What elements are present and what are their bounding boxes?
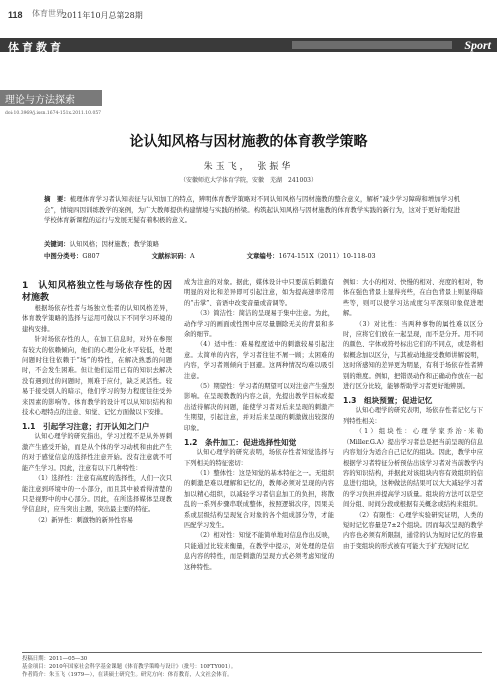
article-authors: 朱玉飞， 张振华 bbox=[203, 162, 294, 172]
footnote-received: 投稿日期：2011—05—30 bbox=[22, 656, 88, 662]
section-heading-1: 1 认知风格独立性与场依存性的因材施教 bbox=[22, 281, 172, 303]
author-affiliation: （安徽师范大学体育学院，安徽 芜湖 241003） bbox=[180, 177, 317, 184]
subsection-heading-1-2: 1.2 条件加工：促进选择性知觉 bbox=[184, 438, 297, 448]
paragraph: （1）选择性：注意有高度的选择性，人们一次只能注意到环境中的一小部分，而且其中被看得清楚的只是视野中的中心部分。因此，在所选择媒体呈现教学信息时，应当突出主题，突出最主要的特征。 bbox=[22, 475, 172, 514]
issue-label: 2011年10月总第28期 bbox=[62, 11, 143, 20]
body-column-2 bbox=[184, 278, 334, 573]
section-title: 体育教育 bbox=[8, 41, 64, 54]
body-column-3 bbox=[343, 278, 483, 552]
keywords bbox=[44, 239, 159, 248]
paragraph: 成为注意的对象。据此，媒体设计中只要前后刺激有明显的对比和差异即可引起注意，如为提高速率常用的“击掌”、音语中改变音量或音调等。 bbox=[184, 279, 334, 307]
paragraph: 根据场依存性者与场独立性者的认知风格差异，体育教学策略的选择与运用可做以下不同学习环境的建构安排。 bbox=[22, 305, 172, 333]
article-title: 论认知风格与因材施教的体育教学策略 bbox=[129, 134, 368, 150]
abstract bbox=[44, 194, 460, 226]
paragraph: 认知心理学的研究表明，场依存性者记忆与下列特性相关： bbox=[343, 407, 483, 425]
banner-decoration bbox=[292, 41, 452, 49]
paragraph: （3）简洁性：简洁的呈现易于集中注意。为此，动作学习的画面或性图中应尽量删除无关的背景和多余的细节。 bbox=[184, 310, 334, 339]
doi: doi:10.3969/j.issn.1674-151x.2011.10.057 bbox=[5, 111, 102, 116]
paragraph: （1）整体性：这是知觉的基本特征之一。无组织的刺激是难以理解和记忆的，教师必须对呈现的内容加以精心组织，以减轻学习者信息加工的负担，将散乱的一系列步骤串联成整体，按照逻辑次序，因果关系或层级结构呈现复合对象的各个组成部分等，才能匹配学习发生。 bbox=[184, 469, 334, 529]
paragraph: （2）新异性：刺激物的新异性容易 bbox=[34, 516, 134, 524]
abstract-text: 梳理体育学习者认知表征与认知加工的特点，辨明体育教学策略对不同认知风格与因材施教的整合意义，解析“减少学习障碍和增加学习机会”，情境四因训练教学的案例，为广大教师提供构建情境与实践的桥梁。构筑起认知风格与因材施教的体育教学实践的新行为，这对于更好地促进学校体育新课程的运行与发展无疑有着积极的意义。 bbox=[44, 195, 460, 224]
paragraph: （3）对比性：当两种事物的属性难以区分时，应将它们放在一起呈现，而不是分开。用不同的颜色、字体或符号标出它们的不同点，或是将相似概念加以区分，与其被动地接受教师讲解说明，这时所感知的差异更为明显，有利于场依存性者辨别的维度。例如，把错误动作和正确动作放在一起进行区分比较，能够帮助学习者更好地辨别。 bbox=[343, 320, 483, 391]
paragraph: 认知心理学的研究表明，场依存性者知觉选择与下列相关的特征密切： bbox=[184, 449, 334, 467]
paragraph: （2）有限性：心理学实验研究证明，人类的短时记忆容量是7±2个组块。因而每次呈现的教学内容也必须有所限制，通常的认为短时记忆的容量由于变组块的形式被有可能大于扩充短时记忆 bbox=[343, 511, 483, 550]
sport-label: Sport bbox=[464, 38, 491, 52]
footnotes bbox=[22, 652, 482, 679]
paragraph: 认知心理学的研究指出，学习过程不是从外界刺激产生感受开始，而是从个体的学习动机和由此产生的对于感觉信息的选择性注意开始。没有注意就不可能产生学习。因此，注意有以下几种特性： bbox=[22, 433, 172, 472]
paragraph: （4）适中性：难易程度适中的刺激较易引起注意。太简单的内容，学习者往往不屑一顾；太困难的内容，学习者则倾向于回避。这两种情况均难以吸引注意。 bbox=[184, 341, 334, 380]
keywords-text: 认知风格；因材施教；教学策略 bbox=[69, 240, 160, 248]
paragraph: 针对场依存性的人，在加工信息时，对外在参照有较大的依赖倾向，他们的心理分化水平较低，处理问题时往往依赖于“场”的特性，在解决熟悉的问题时，不会发生困难。但让他们运用已有的知识去解决没有遇到过的问题时，则难于应付，缺乏灵活性。较易于接受别人的暗示，他们学习的努力程度往往受外来因素的影响等。体育教学的设计可以从知识结构和技术心理特点的注意、知觉、记忆方面做以下安排。 bbox=[22, 336, 172, 417]
clc-value: G807 bbox=[82, 252, 100, 260]
paragraph: （1）组块性：心理学家乔治·米勒（Miller.G.A）提出学习者总是把当前呈现的信息内容划分为适合自己记忆的组块。因此，教学中应根据学习者特征分析预估出该学习者对当前教学内容的知识结构，并据此对该组块内容有效组织的信息进行组块，这种做法的结果可以大大减轻学习者的学习负担并提高学习质量。组块的方法可以是空间分组、时间分段或根据有关概念或结构来组织。 bbox=[343, 428, 483, 509]
subsection-heading-1-1: 1.1 引起学习注意；打开认知之门户 bbox=[22, 422, 150, 432]
doc-code-label: 文献标识码： bbox=[151, 252, 190, 260]
abstract-label: 摘 要： bbox=[44, 195, 70, 203]
page-number: 118 bbox=[8, 10, 23, 20]
article-no-value: 1674-151X（2011）10-118-03 bbox=[278, 252, 376, 260]
clc-label: 中图分类号： bbox=[44, 252, 83, 260]
paragraph: （5）期望性：学习者的期望可以对注意产生强烈影响。在呈现教教的内容之前，先提出教学目标或提出适待解决的问题，能使学习者对后来呈现的刺激产生期望，引起注意，并对后来呈现的刺激做出较深的印象。 bbox=[184, 383, 334, 432]
doc-code-value: A bbox=[190, 252, 195, 260]
magazine-logo: 体育世界 bbox=[32, 9, 64, 18]
keywords-label: 关键词： bbox=[44, 240, 70, 248]
footnote-author: 作者简介：朱玉飞（1979—），在读硕士研究生。研究方向：体育教育，人文社会体育。 bbox=[22, 672, 233, 678]
running-header bbox=[0, 0, 497, 34]
footnote-fund: 基金项目：2010年国家社会科学基金课题《体育教学策略与设计》（批号：10FTY001）。 bbox=[22, 664, 237, 670]
article-no-label: 文章编号： bbox=[246, 252, 279, 260]
paragraph: （2）相对性：知觉不能简单地对信息作出反映，只能通过比较来衡量，在教学中提示，对处理的是信息内容的特性，而是刺激的呈现方式必须考虑知觉的这种特性。 bbox=[184, 532, 334, 571]
column-tag-label: 理论与方法探索 bbox=[5, 95, 75, 106]
section-banner bbox=[0, 38, 497, 52]
subsection-heading-1-3: 1.3 组块预置；促进记忆 bbox=[343, 396, 433, 406]
column-tag bbox=[0, 90, 102, 106]
body-column-1 bbox=[22, 278, 172, 526]
paragraph: 例如：大小的相对、快慢的相对、亮度的相对，物体在强色背景上显得亮些，在白色背景上则显得暗些等，则可以使学习达成度匀平深刻印象促进理解。 bbox=[343, 279, 483, 318]
article-meta bbox=[44, 251, 428, 260]
